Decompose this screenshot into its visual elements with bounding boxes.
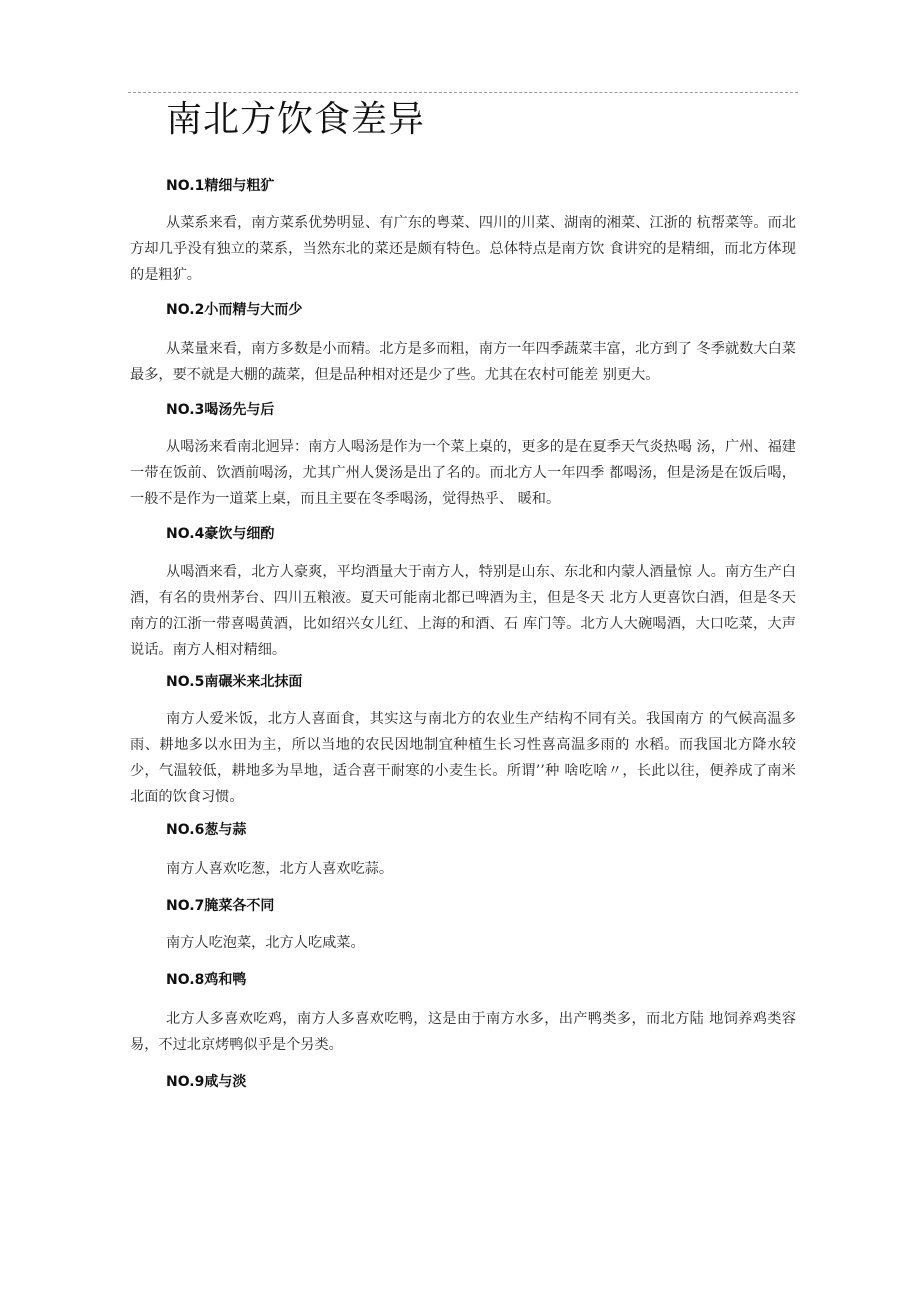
section-heading-3: NO.3喝汤先与后 xyxy=(166,402,275,418)
section-body-3: 从喝汤来看南北迥异：南方人喝汤是作为一个菜上桌的，更多的是在夏季天气炎热喝 汤，广州、福建一带在饭前、饮酒前喝汤，尤其广州人煲汤是出了名的。而北方人一年四季 都喝汤，但是汤是在饭后喝，一般不是作为一道菜上桌，而且主要在冬季喝汤，觉得热乎、 暖和。 xyxy=(130,439,796,507)
section-body-5: 南方人爱米饭，北方人喜面食，其实这与南北方的农业生产结构不同有关。我国南方 的气候高温多雨、耕地多以水田为主，所以当地的农民因地制宜种植生长习性喜高温多雨的 水稻。而我国北方降水较少，气温较低，耕地多为旱地，适合喜干耐寒的小麦生长。所谓’’种 啥吃啥〃，长此以往，便养成了南米北面的饮食习惯。 xyxy=(130,711,796,805)
header-divider xyxy=(128,92,798,93)
section-body-8: 北方人多喜欢吃鸡，南方人多喜欢吃鸭，这是由于南方水多，出产鸭类多，而北方陆 地饲养鸡类容易，不过北京烤鸭似乎是个另类。 xyxy=(130,1011,796,1053)
section-body-6: 南方人喜欢吃葱，北方人喜欢吃蒜。 xyxy=(166,861,394,877)
section-body-2: 从菜量来看，南方多数是小而精。北方是多而粗，南方一年四季蔬菜丰富，北方到了 冬季就数大白菜最多，要不就是大棚的蔬菜，但是品种相对还是少了些。尤其在农村可能差 别更大。 xyxy=(130,341,796,383)
section-heading-8: NO.8鸡和鸭 xyxy=(166,972,247,988)
section-heading-1: NO.1精细与粗犷 xyxy=(166,178,275,194)
section-heading-9: NO.9咸与淡 xyxy=(166,1074,247,1090)
section-heading-6: NO.6葱与蒜 xyxy=(166,822,247,838)
section-heading-7: NO.7腌菜各不同 xyxy=(166,898,275,914)
document-title: 南北方饮食差异 xyxy=(166,99,426,140)
section-heading-2: NO.2小而精与大而少 xyxy=(166,302,303,318)
section-heading-4: NO.4豪饮与细酌 xyxy=(166,526,275,542)
section-body-1: 从菜系来看，南方菜系优势明显、有广东的粤菜、四川的川菜、湖南的湘菜、江浙的 杭帮菜等。而北方却几乎没有独立的菜系，当然东北的菜还是颇有特色。总体特点是南方饮 食讲究的是精细，而北方体现的是粗犷。 xyxy=(130,215,796,283)
section-heading-5: NO.5南碾米来北抹面 xyxy=(166,674,303,690)
section-body-7: 南方人吃泡菜，北方人吃咸菜。 xyxy=(166,935,365,951)
section-body-4: 从喝酒来看，北方人豪爽，平均酒量大于南方人，特别是山东、东北和内蒙人酒量惊 人。南方生产白酒，有名的贵州茅台、四川五粮液。夏天可能南北都已啤酒为主，但是冬天 北方人更喜饮白酒，但是冬天南方的江浙一带喜喝黄酒，比如绍兴女儿红、上海的和酒、石 库门等。北方人大碗喝酒，大口吃菜，大声说话。南方人相对精细。 xyxy=(130,564,796,658)
